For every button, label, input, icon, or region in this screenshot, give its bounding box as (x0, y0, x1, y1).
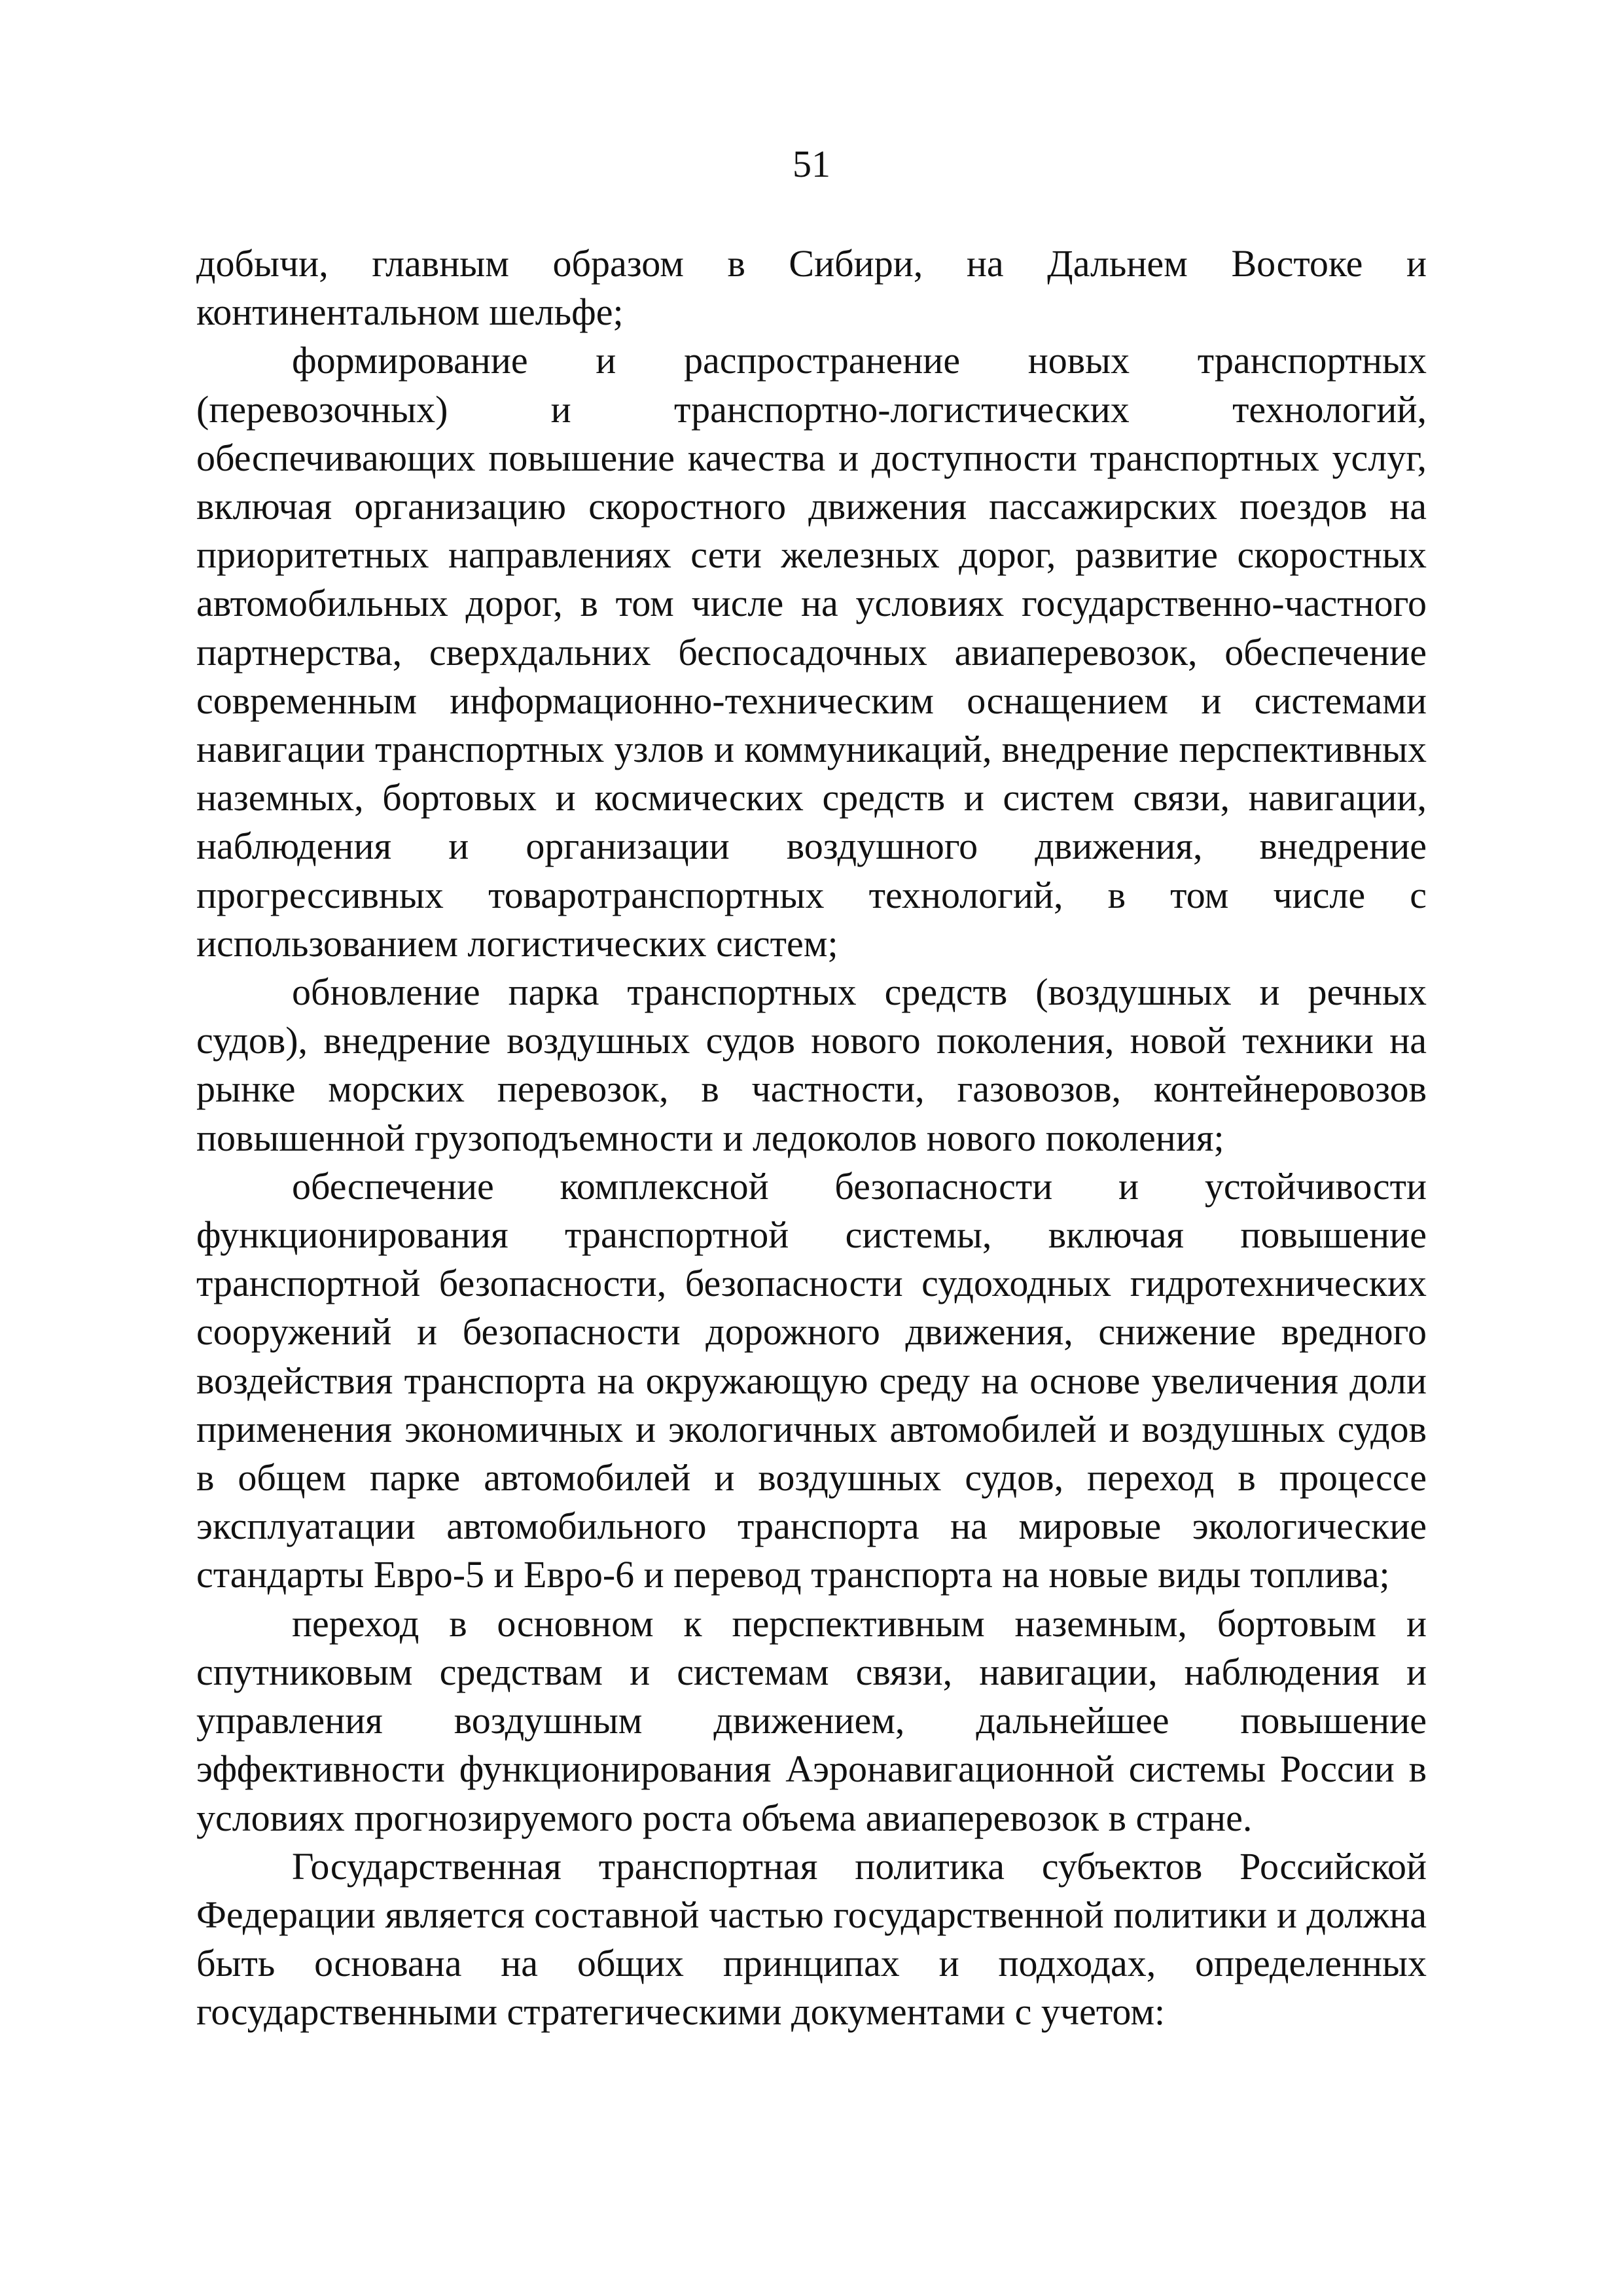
paragraph-regional-policy: Государственная транспортная политика субъектов Российской Федерации является составной частью государственной политики и должна быть основана на общих принципах и подходах, определенных государственными стратегическими документами с учетом: (196, 1844, 1427, 2034)
paragraph-transport-technologies: формирование и распространение новых транспортных (перевозочных) и транспортно-логистических технологий, обеспечивающих повышение качества и доступности транспортных услуг, включая организацию скоростного движения пассажирских поездов на приоритетных направлениях сети железных дорог, развитие скоростных автомобильных дорог, в том числе на условиях государственно-частного партнерства, сверхдальних беспосадочных авиаперевозок, обеспечение современным информационно-техническим оснащением и системами навигации транспортных узлов и коммуникаций, внедрение перспективных наземных, бортовых и космических средств и систем связи, навигации, наблюдения и организации воздушного движения, внедрение прогрессивных товаротранспортных технологий, в том числе с использованием логистических систем; (196, 339, 1427, 965)
page-number: 51 (793, 143, 830, 185)
paragraph-fleet-renewal: обновление парка транспортных средств (воздушных и речных судов), внедрение воздушных судов нового поколения, новой техники на рынке морских перевозок, в частности, газовозов, контейнеровозов повышенной грузоподъемности и ледоколов нового поколения; (196, 971, 1427, 1159)
paragraph-air-navigation: переход в основном к перспективным наземным, бортовым и спутниковым средствам и системам связи, навигации, наблюдения и управления воздушным движением, дальнейшее повышение эффективности функционирования Аэронавигационной системы России в условиях прогнозируемого роста объема авиаперевозок в стране. (196, 1602, 1427, 1839)
paragraph-continuation: добычи, главным образом в Сибири, на Дальнем Востоке и континентальном шельфе; (196, 242, 1427, 334)
paragraph-transport-safety: обеспечение комплексной безопасности и устойчивости функционирования транспортной системы, включая повышение транспортной безопасности, безопасности судоходных гидротехнических сооружений и безопасности дорожного движения, снижение вредного воздействия транспорта на окружающую среду на основе увеличения доли применения экономичных и экологичных автомобилей и воздушных судов в общем парке автомобилей и воздушных судов, переход в процессе эксплуатации автомобильного транспорта на мировые экологические стандарты Евро-5 и Евро-6 и перевод транспорта на новые виды топлива; (196, 1164, 1427, 1596)
body-text (196, 240, 1427, 2037)
